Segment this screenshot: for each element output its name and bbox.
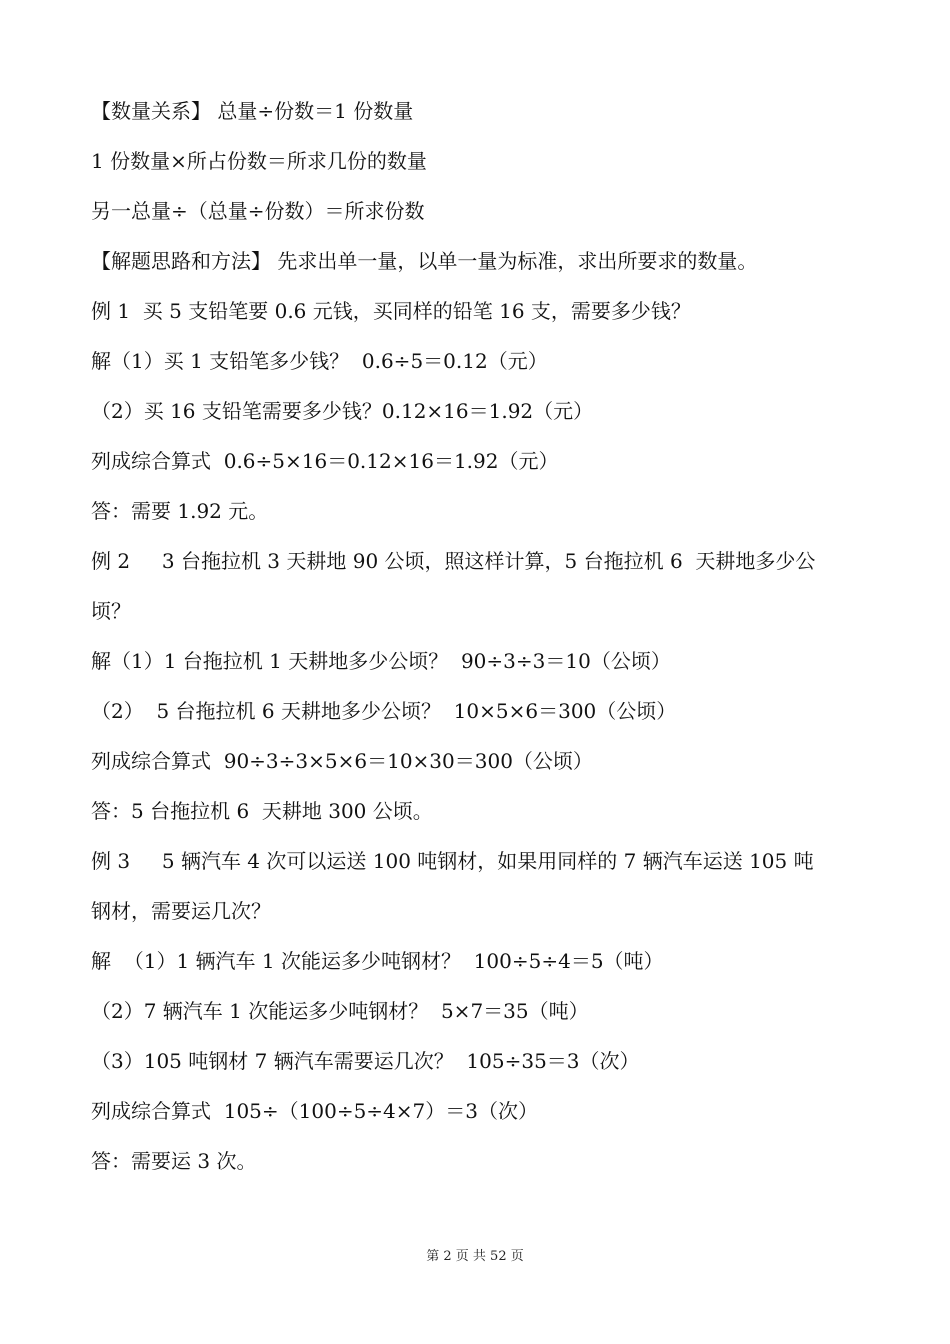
example-3-step-2: （2）7 辆汽车 1 次能运多少吨钢材？ 5×7＝35（吨） [91, 999, 589, 1023]
example-2-question: 例 2 3 台拖拉机 3 天耕地 90 公顷，照这样计算，5 台拖拉机 6 天耕地多少公 [91, 549, 816, 573]
example-2-answer: 答：5 台拖拉机 6 天耕地 300 公顷。 [91, 799, 433, 823]
example-2-combined: 列成综合算式 90÷3÷3×5×6＝10×30＝300（公顷） [91, 749, 593, 773]
example-3-question-cont: 钢材，需要运几次？ [91, 899, 271, 923]
example-1-step-2: （2）买 16 支铅笔需要多少钱？0.12×16＝1.92（元） [91, 399, 594, 423]
quantity-relation-heading: 【数量关系】 总量÷份数＝1 份数量 [91, 99, 414, 123]
example-2-question-cont: 顷？ [91, 599, 131, 623]
relation-formula-3: 另一总量÷（总量÷份数）＝所求份数 [91, 199, 425, 223]
relation-formula-2: 1 份数量×所占份数＝所求几份的数量 [91, 149, 427, 173]
example-3-question: 例 3 5 辆汽车 4 次可以运送 100 吨钢材，如果用同样的 7 辆汽车运送 105 吨 [91, 849, 814, 873]
example-2-step-1: 解（1）1 台拖拉机 1 天耕地多少公顷？ 90÷3÷3＝10（公顷） [91, 649, 671, 673]
example-3-combined: 列成综合算式 105÷（100÷5÷4×7）＝3（次） [91, 1099, 538, 1123]
example-2-step-2: （2） 5 台拖拉机 6 天耕地多少公顷？ 10×5×6＝300（公顷） [91, 699, 677, 723]
example-3-answer: 答：需要运 3 次。 [91, 1149, 257, 1173]
example-1-step-1: 解（1）买 1 支铅笔多少钱？ 0.6÷5＝0.12（元） [91, 349, 548, 373]
example-1-answer: 答：需要 1.92 元。 [91, 499, 269, 523]
example-1-combined: 列成综合算式 0.6÷5×16＝0.12×16＝1.92（元） [91, 449, 559, 473]
example-1-question: 例 1 买 5 支铅笔要 0.6 元钱，买同样的铅笔 16 支，需要多少钱？ [91, 299, 691, 323]
method-heading: 【解题思路和方法】 先求出单一量，以单一量为标准，求出所要求的数量。 [91, 249, 758, 273]
page-number-footer: 第 2 页 共 52 页 [426, 1249, 524, 1264]
example-3-step-1: 解 （1）1 辆汽车 1 次能运多少吨钢材？ 100÷5÷4＝5（吨） [91, 949, 664, 973]
example-3-step-3: （3）105 吨钢材 7 辆汽车需要运几次？ 105÷35＝3（次） [91, 1049, 640, 1073]
